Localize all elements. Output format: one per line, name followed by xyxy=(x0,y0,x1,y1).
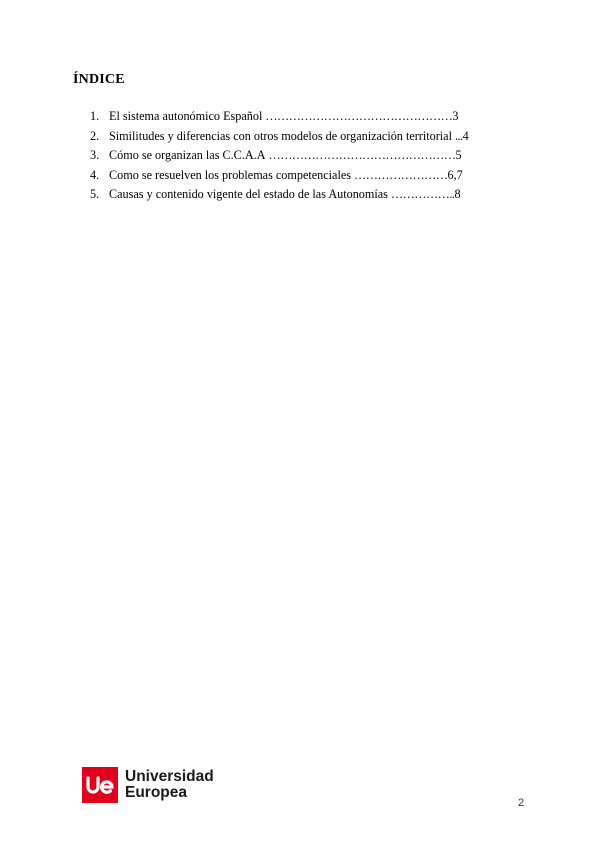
toc-title: ÍNDICE xyxy=(73,72,125,87)
toc-entry-number: 5. xyxy=(90,187,100,201)
toc-entry-page: 8 xyxy=(454,187,461,201)
toc-entry-leader: ………………………………………… xyxy=(265,109,453,123)
toc-entry-page: 6,7 xyxy=(447,167,463,182)
toc-entry-page: 3 xyxy=(452,109,459,123)
toc-entry-page: 4 xyxy=(462,128,469,143)
toc-entry-text: Causas y contenido vigente del estado de las Autonomías xyxy=(109,187,388,201)
toc-entry-number: 1. xyxy=(90,109,100,123)
toc-entry-1[interactable] xyxy=(90,109,530,129)
toc-entry-number: 3. xyxy=(90,148,100,162)
toc-entry-4[interactable] xyxy=(90,168,530,188)
logo-wordmark xyxy=(125,769,214,801)
toc-entry-number: 4. xyxy=(90,167,100,182)
toc-entry-page: 5 xyxy=(455,148,462,162)
toc-entry-text: Cómo se organizan las C.C.A.A xyxy=(109,148,266,162)
toc-entry-2[interactable] xyxy=(90,129,530,149)
toc-entry-leader: …………….. xyxy=(390,187,455,201)
toc-entry-5[interactable] xyxy=(90,187,530,207)
toc-entry-text: Similitudes y diferencias con otros modelos de organización territorial xyxy=(109,128,452,143)
logo-line-europea: Europea xyxy=(125,784,188,801)
logo-line-university: Universidad xyxy=(125,768,214,785)
toc-entry-leader: ... xyxy=(454,128,463,143)
page-number: 2 xyxy=(518,797,525,809)
university-logo xyxy=(82,767,214,803)
toc-entry-text: Como se resuelven los problemas competenciales xyxy=(109,167,351,182)
toc-entry-number: 2. xyxy=(90,128,100,143)
toc-entry-3[interactable] xyxy=(90,148,530,168)
table-of-contents xyxy=(90,109,530,207)
toc-entry-text: El sistema autonómico Español xyxy=(109,109,263,123)
toc-entry-leader: ………………………………………… xyxy=(268,148,456,162)
ue-logo-icon xyxy=(82,767,118,803)
toc-entry-leader: …………………… xyxy=(354,167,448,182)
